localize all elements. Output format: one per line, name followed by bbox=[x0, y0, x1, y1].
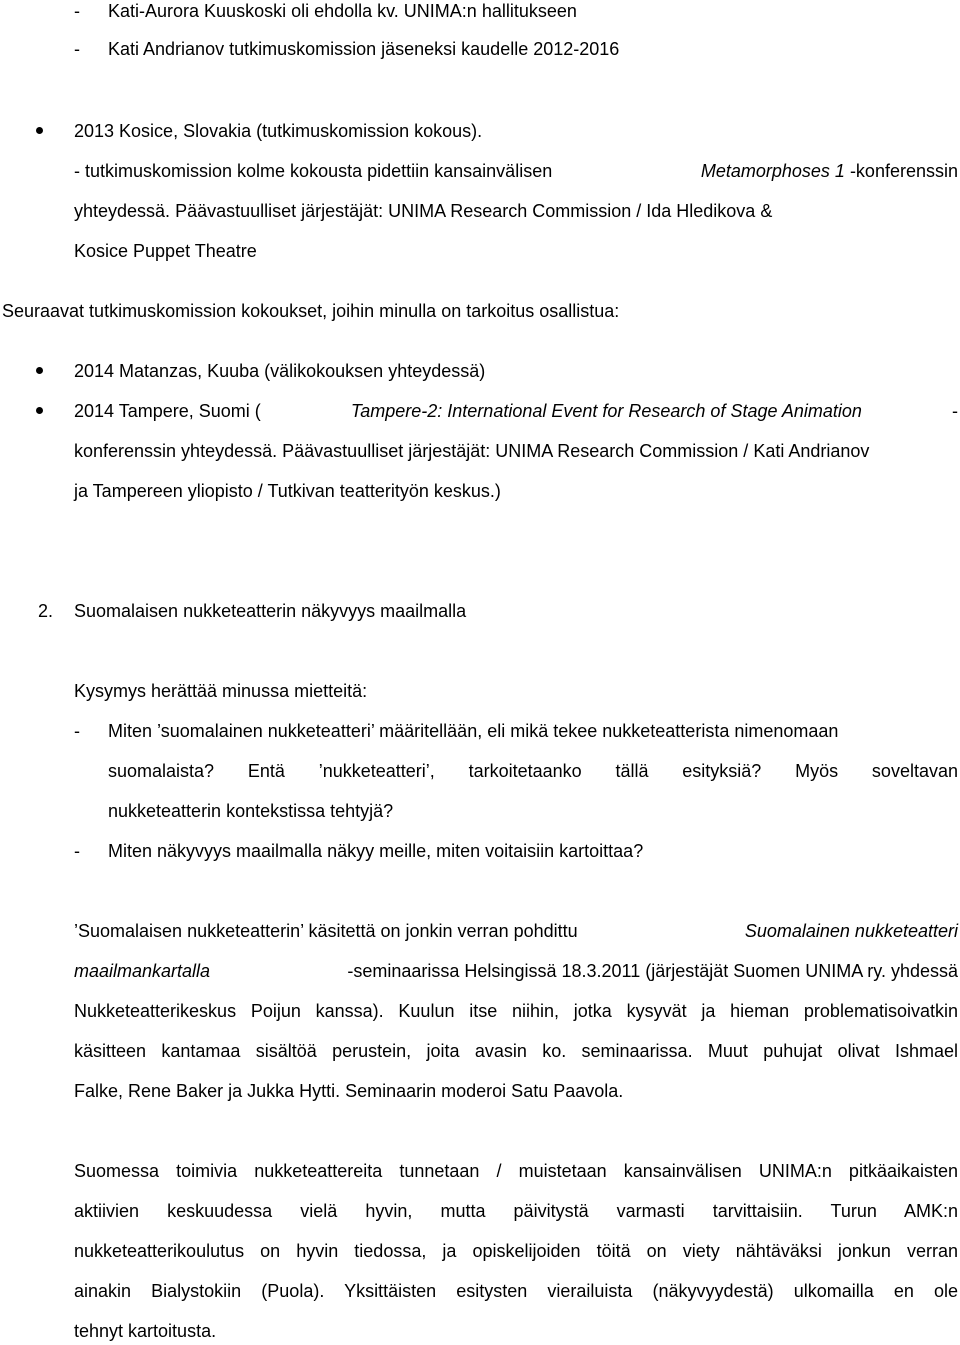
list-dash: - bbox=[74, 39, 80, 59]
paragraph-2-line-3: nukketeatterikoulutus on hyvin tiedossa, ja opiskelijoiden töitä on viety nähtäväksi jonkun verran bbox=[74, 1241, 958, 1261]
bullet-item-kosice: 2013 Kosice, Slovakia (tutkimuskomission kokous). bbox=[74, 121, 483, 141]
event-name: Tampere-2: International Event for Research of Stage Animation bbox=[350, 401, 862, 421]
kosice-text: - tutkimuskomission kolme kokousta pidettiin kansainvälisen bbox=[74, 161, 553, 181]
paragraph-text: -seminaarissa Helsingissä 18.3.2011 (järjestäjät Suomen UNIMA ry. yhdessä bbox=[347, 961, 958, 981]
paragraph-text: ’Suomalaisen nukketeatterin’ käsitettä on jonkin verran pohdittu bbox=[74, 921, 578, 941]
next-meetings-heading: Seuraavat tutkimuskomission kokoukset, joihin minulla on tarkoitus osallistua: bbox=[2, 301, 620, 321]
question-2: Miten näkyvyys maailmalla näkyy meille, miten voitaisiin kartoittaa? bbox=[108, 841, 644, 861]
list-dash: - bbox=[74, 721, 80, 741]
paragraph-1-line-1 bbox=[74, 920, 958, 942]
kosice-conference bbox=[701, 160, 958, 182]
kosice-text-suffix: -konferenssin bbox=[849, 161, 958, 181]
seminar-name: Suomalainen nukketeatteri bbox=[744, 921, 958, 941]
bullet-icon bbox=[36, 127, 43, 134]
paragraph-2-line-2: aktiivien keskuudessa vielä hyvin, mutta päivitystä varmasti tarvittaisiin. Turun AMK:n bbox=[74, 1201, 958, 1221]
bullet-item-matanzas: 2014 Matanzas, Kuuba (välikokouksen yhteydessä) bbox=[74, 361, 486, 381]
paragraph-1-line-5: Falke, Rene Baker ja Jukka Hytti. Seminaarin moderoi Satu Paavola. bbox=[74, 1081, 624, 1101]
kosice-organizers: Päävastuulliset järjestäjät: UNIMA Research Commission / Ida Hledikova & bbox=[175, 201, 773, 221]
questions-intro: Kysymys herättää minussa mietteitä: bbox=[74, 681, 368, 701]
paragraph-2-line-5: tehnyt kartoitusta. bbox=[74, 1321, 217, 1341]
bullet-icon bbox=[36, 407, 43, 414]
tampere-organizers: Päävastuulliset järjestäjät: UNIMA Research Commission / Kati Andrianov bbox=[282, 441, 870, 461]
tampere-line-2 bbox=[74, 440, 869, 462]
kosice-line-4: Kosice Puppet Theatre bbox=[74, 241, 257, 261]
question-1-line-2: suomalaista? Entä ’nukketeatteri’, tarkoitetaanko tällä esityksiä? Myös soveltavan bbox=[108, 761, 958, 781]
section-title: Suomalaisen nukketeatterin näkyvyys maailmalla bbox=[74, 601, 467, 621]
tampere-line-1 bbox=[74, 400, 958, 422]
kosice-text: yhteydessä. bbox=[74, 201, 171, 221]
paragraph-1-line-4: käsitteen kantamaa sisältöä perustein, joita avasin ko. seminaarissa. Muut puhujat olivat Ishmael bbox=[74, 1041, 958, 1061]
paragraph-1-line-2 bbox=[74, 960, 958, 982]
list-item: Kati Andrianov tutkimuskomission jäseneksi kaudelle 2012-2016 bbox=[108, 39, 620, 59]
seminar-name-cont: maailmankartalla bbox=[74, 961, 211, 981]
conference-name: Metamorphoses 1 bbox=[700, 161, 845, 181]
question-1-line-1: Miten ’suomalainen nukketeatteri’ määritellään, eli mikä tekee nukketeatterista nimenomaan bbox=[108, 721, 839, 741]
kosice-line-3 bbox=[74, 200, 772, 222]
kosice-line-2 bbox=[74, 160, 958, 182]
tampere-text: 2014 Tampere, Suomi ( bbox=[74, 401, 261, 421]
tampere-text-suffix: - bbox=[951, 401, 958, 421]
paragraph-2-line-4: ainakin Bialystokiin (Puola). Yksittäisten esitysten vierailuista (näkyvyydestä) ulkomailla en ole bbox=[74, 1281, 958, 1301]
paragraph-1-line-3: Nukketeatterikeskus Poijun kanssa). Kuulun itse niihin, jotka kysyvät ja hieman problematisoivatkin bbox=[74, 1001, 958, 1021]
list-item: Kati-Aurora Kuuskoski oli ehdolla kv. UNIMA:n hallitukseen bbox=[108, 1, 577, 21]
list-dash: - bbox=[74, 1, 80, 21]
tampere-line-3: ja Tampereen yliopisto / Tutkivan teatterityön keskus.) bbox=[74, 481, 501, 501]
list-dash: - bbox=[74, 841, 80, 861]
paragraph-2-line-1: Suomessa toimivia nukketeattereita tunnetaan / muistetaan kansainvälisen UNIMA:n pitkäaikaisten bbox=[74, 1161, 958, 1181]
question-1-line-3: nukketeatterin kontekstissa tehtyjä? bbox=[108, 801, 394, 821]
bullet-icon bbox=[36, 367, 43, 374]
section-number: 2. bbox=[38, 601, 54, 621]
tampere-text: konferenssin yhteydessä. bbox=[74, 441, 278, 461]
